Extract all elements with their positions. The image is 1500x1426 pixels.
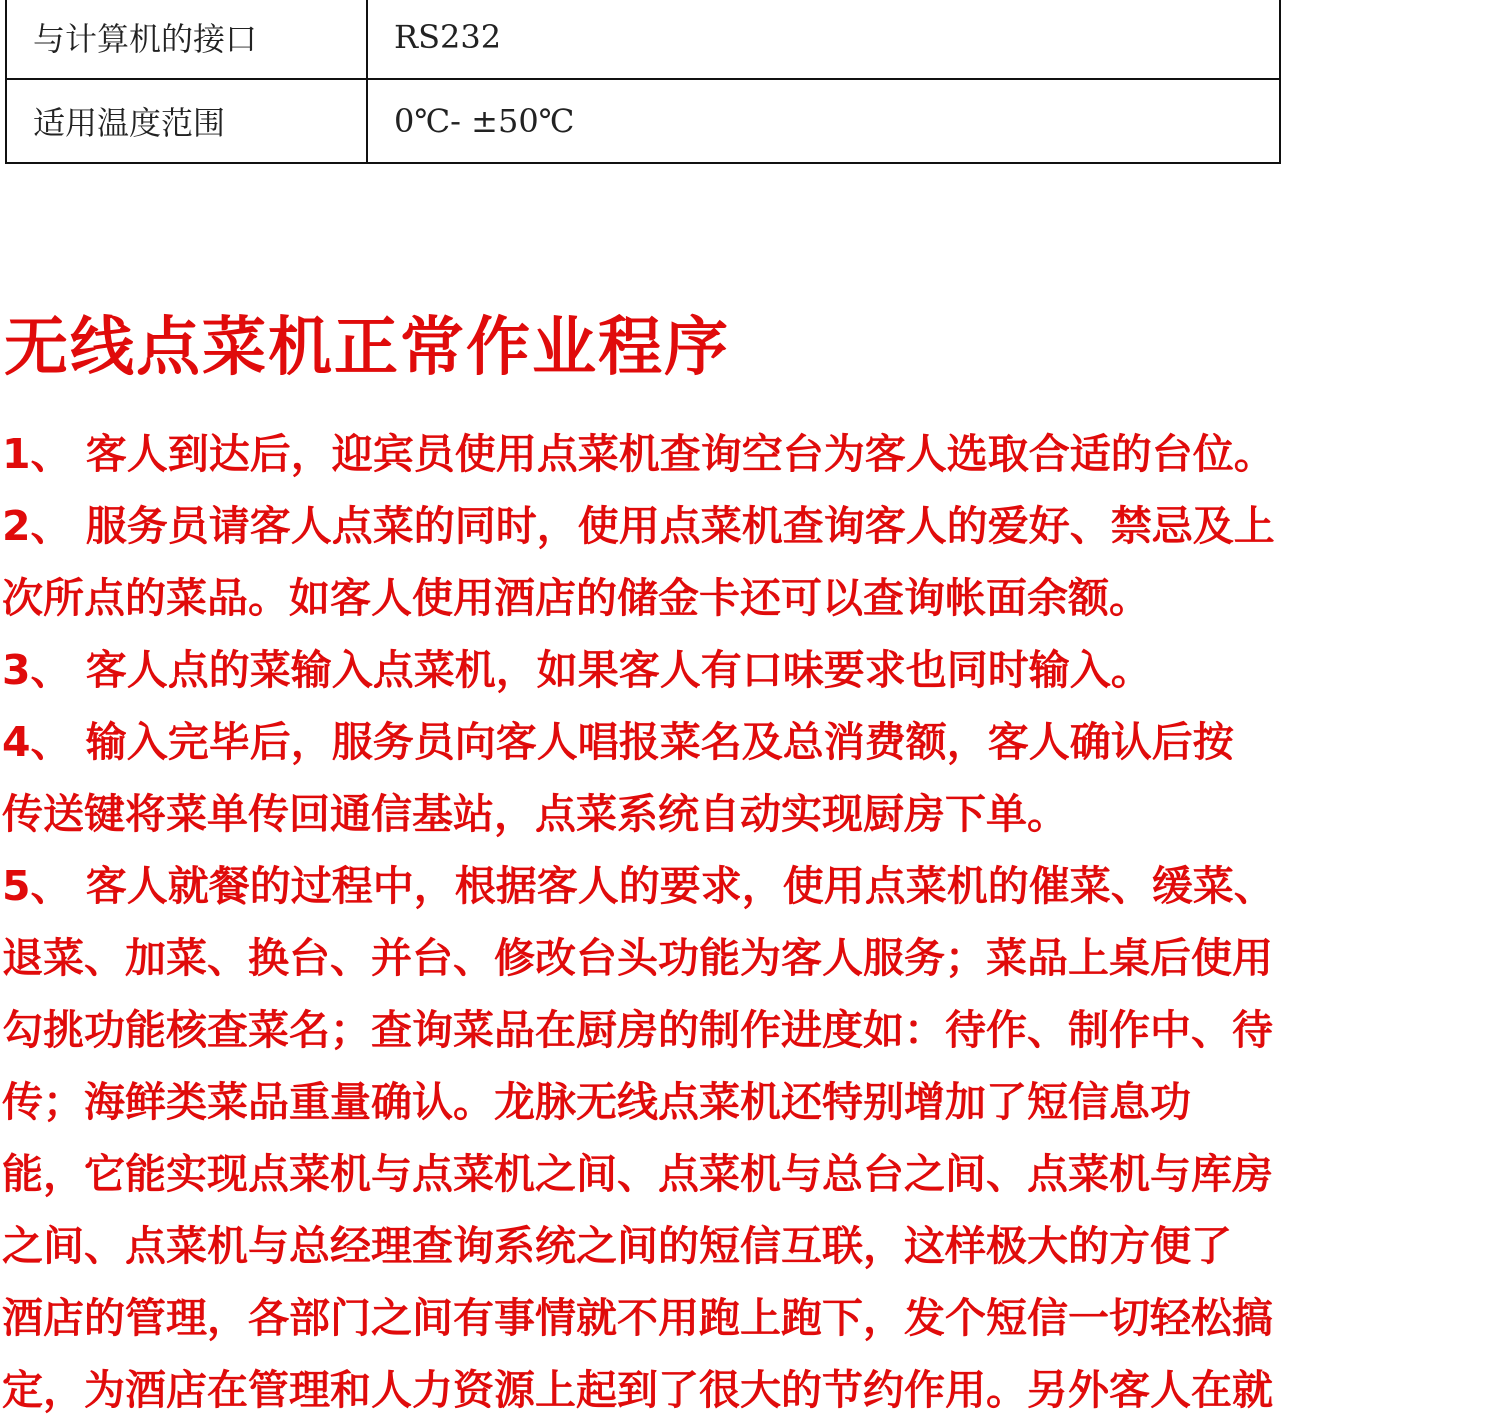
text-line: 能，它能实现点菜机与点菜机之间、点菜机与总台之间、点菜机与库房	[2, 1150, 1273, 1198]
table-row	[6, 79, 1280, 163]
text-line: 4、 输入完毕后，服务员向客人唱报菜名及总消费额，客人确认后按	[2, 718, 1234, 766]
text-line: 勾挑功能核查菜名；查询菜品在厨房的制作进度如：待作、制作中、待	[2, 1006, 1273, 1054]
text-line: 传送键将菜单传回通信基站，点菜系统自动实现厨房下单。	[2, 790, 1068, 838]
text-line: 3、 客人点的菜输入点菜机，如果客人有口味要求也同时输入。	[2, 646, 1152, 694]
text-line: 2、 服务员请客人点菜的同时，使用点菜机查询客人的爱好、禁忌及上	[2, 502, 1275, 550]
text-line: 传；海鲜类菜品重量确认。龙脉无线点菜机还特别增加了短信息功	[2, 1078, 1191, 1126]
text-line: 1、 客人到达后，迎宾员使用点菜机查询空台为客人选取合适的台位。	[2, 430, 1275, 478]
page-title: 无线点菜机正常作业程序	[4, 311, 730, 385]
text-line: 酒店的管理，各部门之间有事情就不用跑上跑下，发个短信一切轻松搞	[2, 1294, 1273, 1342]
spec-value: 0℃- ±50℃	[367, 79, 1280, 163]
text-line: 次所点的菜品。如客人使用酒店的储金卡还可以查询帐面余额。	[2, 574, 1150, 622]
procedure-body	[2, 418, 1500, 1426]
spec-value: RS232	[367, 0, 1280, 79]
text-line: 定，为酒店在管理和人力资源上起到了很大的节约作用。另外客人在就	[2, 1366, 1273, 1414]
text-line: 退菜、加菜、换台、并台、修改台头功能为客人服务；菜品上桌后使用	[2, 934, 1273, 982]
text-line: 之间、点菜机与总经理查询系统之间的短信互联，这样极大的方便了	[2, 1222, 1232, 1270]
text-line: 5、 客人就餐的过程中，根据客人的要求，使用点菜机的催菜、缓菜、	[2, 862, 1275, 910]
spec-label: 适用温度范围	[6, 79, 367, 163]
spec-table	[5, 0, 1281, 164]
spec-label: 与计算机的接口	[6, 0, 367, 79]
table-row	[6, 0, 1280, 79]
